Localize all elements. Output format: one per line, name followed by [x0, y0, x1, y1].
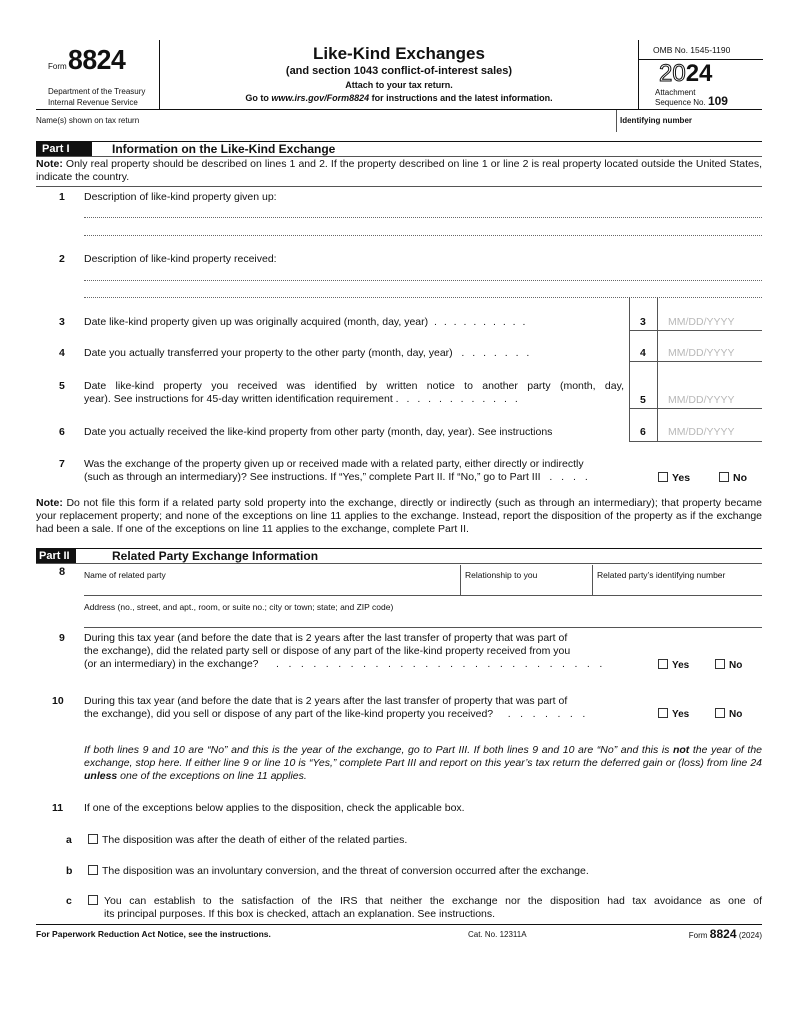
line-11b-checkbox[interactable]	[88, 865, 589, 878]
line-7-label: Was the exchange of the property given up or received made with a related party, either directly or indirectly (such as through an intermediary)? See instructions. If “Yes,” complete Part II. If “No,” go to Part III . . . .	[84, 458, 591, 483]
line-2-input-row-1[interactable]	[84, 280, 762, 281]
catalog-number: Cat. No. 12311A	[468, 930, 527, 939]
line-11-number: 11	[52, 802, 64, 814]
line-10-number: 10	[52, 695, 64, 707]
checkbox-icon[interactable]	[658, 472, 668, 482]
divider	[616, 110, 617, 132]
divider	[84, 595, 762, 596]
paperwork-notice: For Paperwork Reduction Act Notice, see the instructions.	[36, 929, 271, 939]
line-6-date-input[interactable]: MM/DD/YYYY	[668, 426, 735, 438]
line-1-input-row-2[interactable]	[84, 235, 762, 236]
address-label: Address (no., street, and apt., room, or suite no.; city or town; state; and ZIP code)	[84, 602, 394, 612]
line-4-box-number: 4	[640, 347, 646, 359]
line-5-box-number: 5	[640, 394, 646, 406]
note-label: Note:	[36, 497, 63, 509]
part2-tag: Part II	[36, 549, 76, 563]
line-3-label: Date like-kind property given up was originally acquired (month, day, year) . . . . . . . . . .	[84, 316, 528, 328]
related-party-id-label: Related party’s identifying number	[597, 570, 726, 580]
part1-tag: Part I	[36, 142, 92, 156]
line-11a-letter: a	[66, 834, 72, 846]
checkbox-icon[interactable]	[715, 659, 725, 669]
goto-suffix: for instructions and the latest information.	[369, 93, 553, 103]
form-id-block	[36, 40, 160, 110]
sequence-label: Sequence No.	[655, 98, 706, 107]
related-party-name-field[interactable]	[84, 565, 460, 595]
line-9-yes-checkbox[interactable]: Yes	[658, 659, 689, 671]
divider	[629, 441, 762, 442]
line-2-number: 2	[59, 253, 65, 265]
box-column-divider	[657, 297, 658, 442]
form-title: Like-Kind Exchanges	[313, 44, 485, 63]
checkbox-icon[interactable]	[658, 708, 668, 718]
identifying-number-label: Identifying number	[620, 116, 692, 125]
line-4-number: 4	[59, 347, 65, 359]
line-9-label: During this tax year (and before the date that is 2 years after the last transfer of property that was part of the exchange), did the related party sell or dispose of any part of the like-kind property received from you (or an intermediary) in the exchange? . . . . . . . . . . . . . . . . . . . . . . . . . . .	[84, 632, 606, 670]
divider	[84, 627, 762, 628]
part1-header	[36, 141, 762, 157]
form-subtitle: (and section 1043 conflict-of-interest sales)	[285, 65, 513, 77]
form-word: Form	[48, 62, 67, 71]
attachment-label: Attachment	[655, 88, 696, 97]
relationship-label: Relationship to you	[465, 570, 538, 580]
line-5-number: 5	[59, 380, 65, 392]
line-1-input-row-1[interactable]	[84, 217, 762, 218]
divider	[629, 408, 762, 409]
note-label: Note:	[36, 158, 63, 170]
department: Department of the Treasury	[48, 87, 146, 96]
form-number: 8824	[68, 44, 126, 75]
line-4-date-input[interactable]: MM/DD/YYYY	[668, 347, 735, 359]
line-1-number: 1	[59, 191, 65, 203]
name-field[interactable]	[36, 110, 616, 132]
checkbox-icon[interactable]	[88, 834, 98, 844]
line-6-box-number: 6	[640, 426, 646, 438]
line-11a-label: The disposition was after the death of either of the related parties.	[102, 834, 408, 846]
form-footer	[36, 924, 762, 940]
line-9-no-checkbox[interactable]: No	[715, 659, 742, 671]
tax-year	[659, 60, 712, 88]
line-2-input-row-2[interactable]	[84, 297, 762, 298]
divider	[629, 361, 762, 362]
sequence-number: 109	[707, 94, 728, 108]
divider	[592, 565, 593, 595]
checkbox-icon[interactable]	[658, 659, 668, 669]
identifying-number-field[interactable]	[620, 110, 762, 132]
footer-form-id: Form 8824 (2024)	[688, 927, 762, 941]
goto-instruction	[160, 92, 638, 105]
line-3-box-number: 3	[640, 316, 646, 328]
line-10-yes-checkbox[interactable]: Yes	[658, 708, 689, 720]
part1-note	[36, 158, 762, 184]
related-party-name-label: Name of related party	[84, 570, 166, 580]
divider	[36, 186, 762, 187]
form-title-block	[160, 44, 638, 105]
checkbox-icon[interactable]	[719, 472, 729, 482]
line-11b-letter: b	[66, 865, 73, 877]
related-party-id-field[interactable]	[597, 565, 762, 595]
part2-header	[36, 548, 762, 564]
checkbox-icon[interactable]	[715, 708, 725, 718]
line-11c-letter: c	[66, 895, 72, 907]
line-9-number: 9	[59, 632, 65, 644]
line-7-no-checkbox[interactable]: No	[719, 472, 747, 484]
attach-instruction: Attach to your tax return.	[345, 80, 453, 90]
line-7-yes-checkbox[interactable]: Yes	[658, 472, 690, 484]
line-4-label: Date you actually transferred your property to the other party (month, day, year) . . . . . . .	[84, 347, 532, 359]
agency	[48, 86, 145, 108]
divider	[460, 565, 461, 595]
irs-link[interactable]: www.irs.gov/Form8824	[271, 93, 370, 103]
part2-title: Related Party Exchange Information	[112, 549, 319, 563]
line-7-number: 7	[59, 458, 65, 470]
related-party-address-field[interactable]	[84, 597, 762, 627]
line-11-label: If one of the exceptions below applies to the disposition, check the applicable box.	[84, 802, 465, 814]
line-11a-checkbox[interactable]	[88, 834, 407, 847]
omb-block	[638, 40, 762, 110]
line-11c-label: You can establish to the satisfaction of the IRS that neither the exchange nor the disposition had tax avoidance as one of its principal purposes. If this box is checked, attach an explanation. See instructions.	[104, 895, 762, 920]
checkbox-icon[interactable]	[88, 865, 98, 875]
omb-number: OMB No. 1545-1190	[653, 45, 731, 55]
line-5-label: Date like-kind property you received was identified by written notice to another party (month, day, year). See instructions for 45-day written identification requirement . . . . . . . . . . . .	[84, 380, 624, 405]
part1-note-2	[36, 497, 762, 536]
line-6-label: Date you actually received the like-kind property from other party (month, day, year). See instructions	[84, 426, 553, 438]
line-5-date-input[interactable]: MM/DD/YYYY	[668, 394, 735, 406]
name-label: Name(s) shown on tax return	[36, 116, 140, 125]
line-10-no-checkbox[interactable]: No	[715, 708, 742, 720]
line-8-number: 8	[59, 566, 66, 578]
irs: Internal Revenue Service	[48, 98, 138, 107]
line-1-label: Description of like-kind property given up:	[84, 191, 277, 203]
year-outline: 20	[659, 60, 686, 87]
checkbox-icon[interactable]	[88, 895, 98, 905]
attachment-sequence	[655, 89, 728, 107]
divider	[629, 330, 762, 331]
note-text: Only real property should be described on lines 1 and 2. If the property described on line 1 or line 2 is real property located outside the United States, indicate the country.	[36, 158, 762, 183]
line-11c-checkbox[interactable]	[88, 895, 102, 908]
goto-prefix: Go to	[245, 93, 272, 103]
relationship-field[interactable]	[465, 565, 590, 595]
line-11b-label: The disposition was an involuntary conversion, and the threat of conversion occurred after the exchange.	[102, 865, 589, 877]
note-text: Do not file this form if a related party sold property into the exchange, directly or indirectly (such as through an intermediary); that property became your replacement property; and none of the exceptions on line 11 applies to the exchange. Instead, report the disposition of the property as if the exchange had been a sale. If one of the exceptions on line 11 applies to the exchange, complete Part II.	[36, 497, 762, 535]
part1-title: Information on the Like-Kind Exchange	[112, 142, 336, 156]
year-solid: 24	[685, 60, 713, 87]
line-10-label: During this tax year (and before the date that is 2 years after the last transfer of property that was part of the exchange), did you sell or dispose of any part of the like-kind property you received? . . . . . . .	[84, 695, 589, 720]
box-column-left-border	[629, 297, 630, 442]
line-3-date-input[interactable]: MM/DD/YYYY	[668, 316, 735, 328]
lines-9-10-instructions: If both lines 9 and 10 are “No” and this is the year of the exchange, go to Part III. If both lines 9 and 10 are “No” and this is not the year of the exchange, stop here. If either line 9 or line 10 is “Yes,” complete Part III and report on this year’s tax return the deferred gain or (loss) from line 24 unless one of the exceptions on line 11 applies.	[84, 744, 763, 782]
line-2-label: Description of like-kind property received:	[84, 253, 277, 265]
line-3-number: 3	[59, 316, 65, 328]
line-6-number: 6	[59, 426, 65, 438]
